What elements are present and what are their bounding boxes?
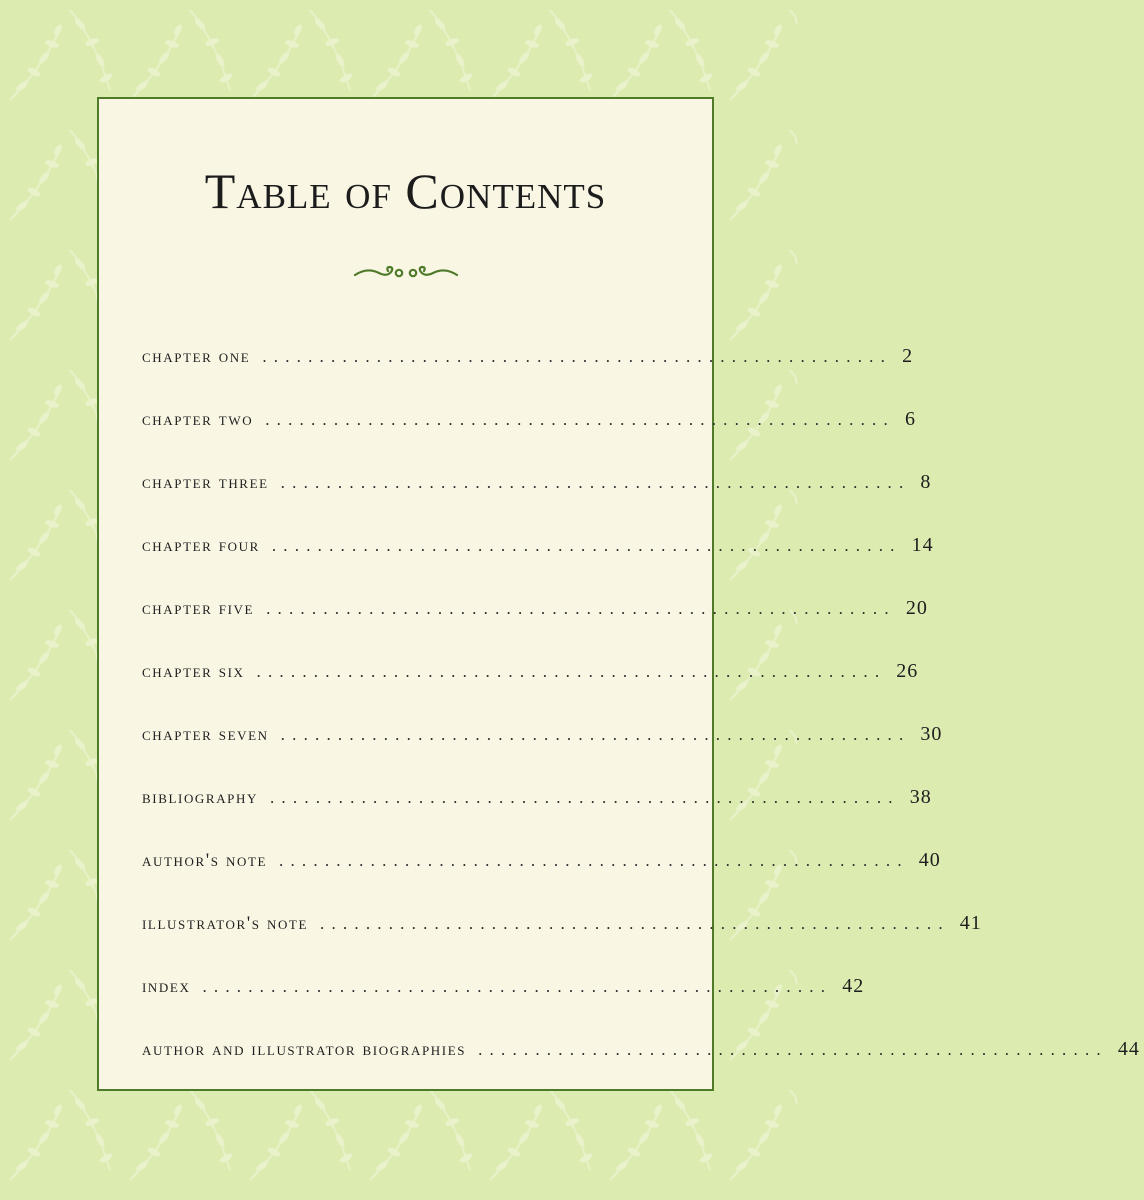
toc-entry[interactable] (142, 597, 928, 621)
toc-entry-page: 38 (909, 786, 932, 808)
toc-entry-label: chapter seven (142, 724, 269, 745)
toc-entry-page: 6 (904, 408, 916, 430)
toc-entry-label: chapter four (142, 535, 260, 556)
toc-entry-label: chapter five (142, 598, 255, 619)
leader-dots: ....................................................... (271, 536, 902, 555)
toc-entry[interactable] (142, 408, 916, 432)
toc-entry-page: 41 (959, 912, 982, 934)
toc-entry-label: illustrator's note (142, 913, 309, 934)
toc-entry-page: 40 (918, 849, 941, 871)
leader-dots: ....................................................... (269, 788, 900, 807)
toc-entry-page: 30 (920, 723, 943, 745)
toc-entry-label: chapter one (142, 346, 251, 367)
leader-dots: ....................................................... (280, 725, 911, 744)
toc-entry[interactable] (142, 912, 982, 936)
toc-entry-label: bibliography (142, 787, 258, 808)
toc-entry-page: 20 (905, 597, 928, 619)
toc-entry-label: author and illustrator biographies (142, 1039, 467, 1060)
leader-dots: ....................................................... (256, 662, 887, 681)
toc-entry-page: 2 (902, 345, 914, 367)
toc-entry[interactable] (142, 1038, 1140, 1062)
leader-dots: ....................................................... (279, 851, 909, 870)
leader-dots: ....................................................... (262, 347, 893, 366)
toc-entry[interactable] (142, 975, 865, 999)
contents-panel (97, 97, 1140, 1091)
toc-entry-page: 8 (920, 471, 932, 493)
toc-entry-label: chapter three (142, 472, 269, 493)
toc-entry-page: 44 (1117, 1038, 1140, 1060)
leader-dots: ....................................................... (202, 977, 833, 996)
leader-dots: ....................................................... (280, 473, 911, 492)
toc-entry-label: chapter two (142, 409, 254, 430)
toc-entry[interactable] (142, 660, 919, 684)
toc-entry-page: 26 (896, 660, 919, 682)
swirl-ornament-icon (353, 263, 459, 283)
toc-entry-label: chapter six (142, 661, 245, 682)
leader-dots: ....................................................... (320, 914, 950, 933)
page-title: Table of Contents (204, 163, 607, 219)
toc-entry[interactable] (142, 471, 932, 495)
toc-entry-page: 42 (842, 975, 865, 997)
toc-entry-page: 14 (911, 534, 934, 556)
leader-dots: ....................................................... (266, 599, 896, 618)
leader-dots: ....................................................... (265, 410, 895, 429)
toc-entry[interactable] (142, 723, 943, 747)
toc-entry[interactable] (142, 534, 934, 558)
toc-entry[interactable] (142, 345, 914, 369)
toc-entry[interactable] (142, 849, 941, 873)
toc-entry-label: index (142, 976, 191, 997)
toc-entry-label: author's note (142, 850, 268, 871)
leader-dots: ....................................................... (478, 1040, 1108, 1059)
toc-entry[interactable] (142, 786, 932, 810)
